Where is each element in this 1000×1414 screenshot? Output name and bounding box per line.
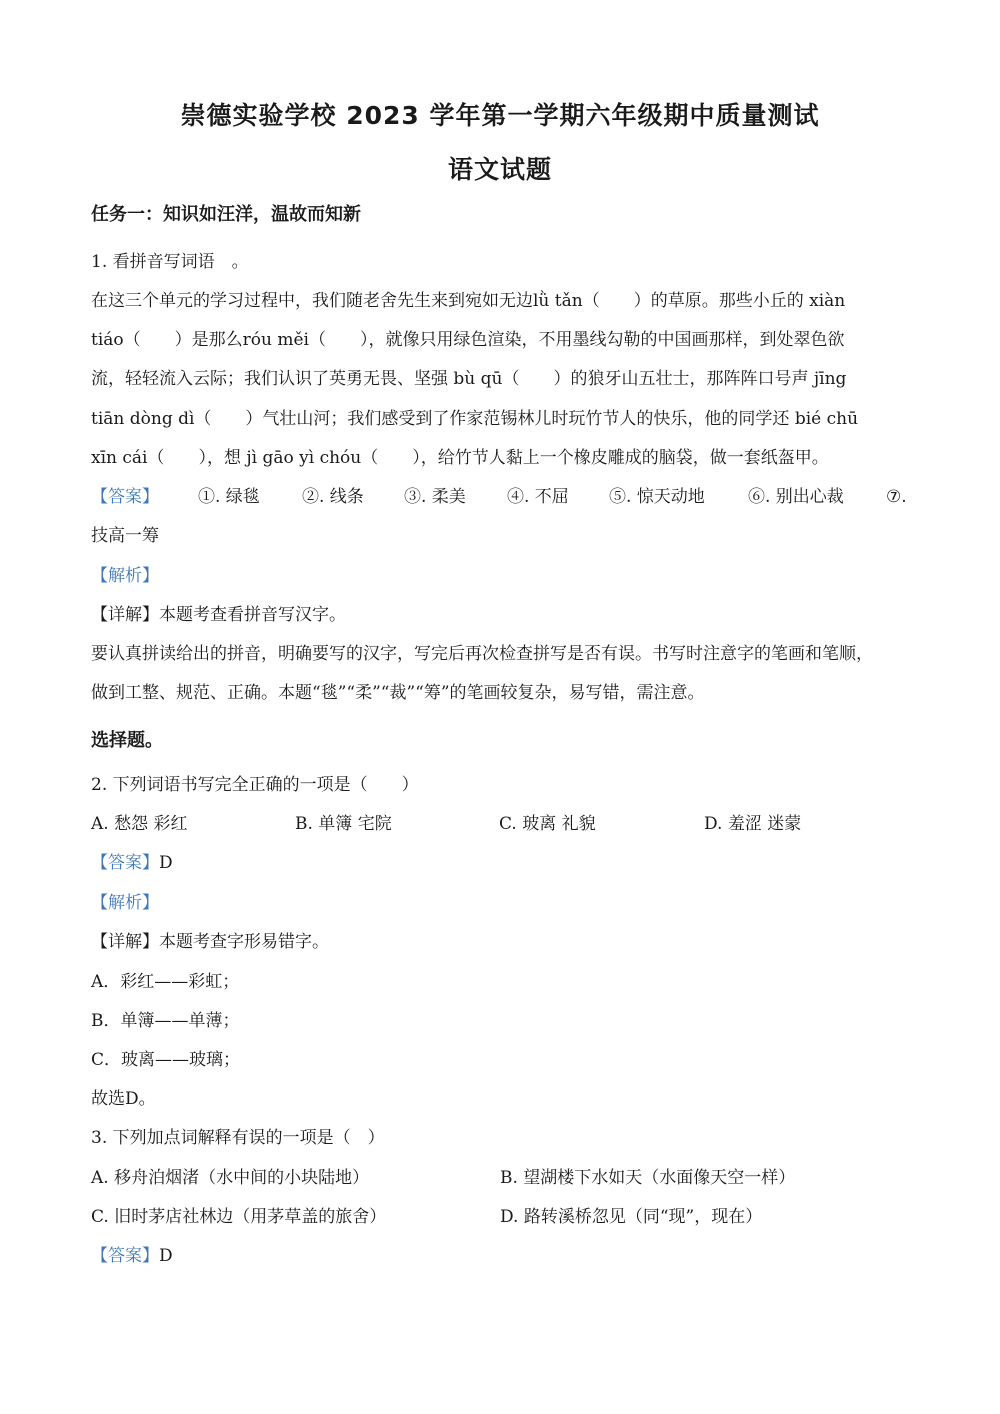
answer-item: ①. 绿毯 bbox=[198, 487, 260, 507]
answer-value: D bbox=[159, 853, 173, 873]
q1-passage-line-5: xīn cái（ ），想 jì gāo yì chóu（ ），给竹节人黏上一个橡皮雕成的脑袋，做一套纸盔甲。 bbox=[91, 448, 829, 468]
answer-item: ③. 柔美 bbox=[404, 487, 466, 507]
q1-passage-line-3: 流，轻轻流入云际；我们认识了英勇无畏、坚强 bù qū（ ）的狼牙山五壮士，那阵阵口号声 jīng bbox=[91, 369, 847, 389]
answer-label: 【答案】 bbox=[91, 487, 159, 507]
q3-option-b: B. 望湖楼下水如天（水面像天空一样） bbox=[500, 1168, 796, 1188]
section2-heading: 选择题。 bbox=[91, 730, 163, 751]
answer-item: ②. 线条 bbox=[302, 487, 364, 507]
q1-passage-line-1: 在这三个单元的学习过程中，我们随老舍先生来到宛如无边lǜ tǎn（ ）的草原。那些小丘的 xiàn bbox=[91, 291, 846, 311]
q1-analysis-label: 【解析】 bbox=[91, 566, 159, 586]
q2-option-a: A. 愁怨 彩红 bbox=[91, 814, 188, 834]
q3-option-c: C. 旧时茅店社林边（用茅草盖的旅舍） bbox=[91, 1207, 387, 1227]
q2-fix-a: A．彩红——彩虹； bbox=[91, 972, 240, 992]
q1-detail: 【详解】本题考查看拼音写汉字。 bbox=[91, 605, 346, 625]
q1-passage-line-2: tiáo（ ）是那么róu měi（ ），就像只用绿色渲染，不用墨线勾勒的中国画那样，到处翠色欲 bbox=[91, 330, 845, 350]
q3-stem: 3. 下列加点词解释有误的一项是（ ） bbox=[91, 1128, 385, 1148]
q1-passage-line-4: tiān dòng dì（ ）气壮山河；我们感受到了作家范锡林儿时玩竹节人的快乐，他的同学还 bié chū bbox=[91, 409, 859, 429]
q1-explain-line-2: 做到工整、规范、正确。本题“毯”“柔”“裁”“筹”的笔画较复杂，易写错，需注意。 bbox=[91, 683, 705, 703]
q2-option-d: D. 羞涩 迷蒙 bbox=[704, 814, 802, 834]
q3-answer bbox=[91, 1244, 921, 1268]
answer-item: ④. 不屈 bbox=[507, 487, 569, 507]
answer-item: ⑦. bbox=[886, 487, 907, 507]
q2-fix-c: C．玻离——玻璃； bbox=[91, 1050, 241, 1070]
answer-label: 【答案】 bbox=[91, 853, 159, 873]
q2-detail: 【详解】本题考查字形易错字。 bbox=[91, 932, 329, 952]
q2-analysis-label: 【解析】 bbox=[91, 893, 159, 913]
exam-title: 崇德实验学校 2023 学年第一学期六年级期中质量测试 bbox=[180, 101, 820, 130]
q3-option-d: D. 路转溪桥忽见（同“现”，现在） bbox=[500, 1207, 763, 1227]
answer-label: 【答案】 bbox=[91, 1246, 159, 1266]
answer-item: ⑥. 别出心裁 bbox=[748, 487, 844, 507]
section1-heading: 任务一：知识如汪洋，温故而知新 bbox=[91, 204, 361, 225]
subject-title: 语文试题 bbox=[447, 155, 552, 184]
q1-answer-continued: 技高一筹 bbox=[91, 526, 159, 546]
q1-explain-line-1: 要认真拼读给出的拼音，明确要写的汉字，写完后再次检查拼写是否有误。书写时注意字的笔画和笔顺， bbox=[91, 644, 873, 664]
q1-stem: 1. 看拼音写词语 。 bbox=[91, 252, 249, 272]
q2-option-c: C. 玻离 礼貌 bbox=[499, 814, 596, 834]
answer-item: ⑤. 惊天动地 bbox=[609, 487, 705, 507]
q2-option-b: B. 单簿 宅院 bbox=[295, 814, 392, 834]
answer-value: D bbox=[159, 1246, 173, 1266]
q2-fix-b: B．单簿——单薄； bbox=[91, 1011, 240, 1031]
q3-option-a: A. 移舟泊烟渚（水中间的小块陆地） bbox=[91, 1168, 370, 1188]
q2-answer bbox=[91, 851, 921, 875]
q2-conclusion: 故选D。 bbox=[91, 1089, 156, 1109]
q2-stem: 2. 下列词语书写完全正确的一项是（ ） bbox=[91, 775, 419, 795]
